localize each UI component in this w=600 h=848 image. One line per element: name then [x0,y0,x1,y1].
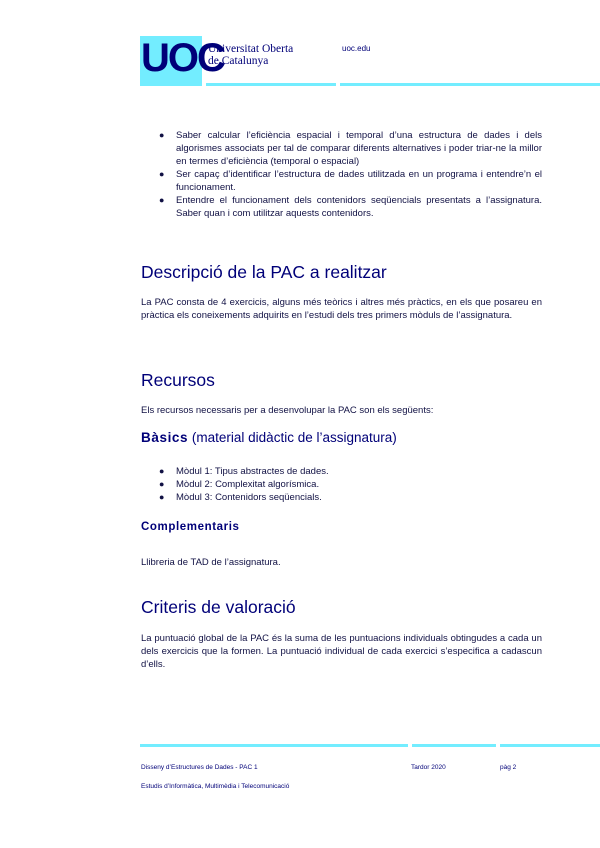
header-bar-1 [140,83,202,86]
criteria-heading: Criteris de valoració [141,597,296,617]
description-body: La PAC consta de 4 exercicis, alguns més teòrics i altres més pràctics, en els que posareu en pràctica els coneixements adquirits en l’estudi dels tres primers mòduls de l’assignatura. [141,297,542,321]
footer-bar-1 [140,744,408,747]
university-line-1: Universitat Oberta [208,43,294,55]
objectives-list [141,129,542,220]
uoc-logo [140,36,224,84]
description-heading: Descripció de la PAC a realitzar [141,262,387,282]
header-bar-3 [340,83,600,86]
list-item-text: Saber calcular l’eficiència espacial i temporal d’una estructura de dades i dels algorismes associats per tal de comparar diferents alternatives i poder triar-ne la millor en termes d’eficiència (temporal o espacial) [176,130,542,167]
bullet-icon: ● [159,479,165,489]
header-bar-2 [206,83,336,86]
logo-text: UOC [141,36,224,80]
footer-bar-2 [412,744,496,747]
footer-semester: Tardor 2020 [411,764,446,771]
list-item [141,129,542,168]
footer-course: Disseny d’Estructures de Dades - PAC 1 [141,764,258,771]
resources-heading: Recursos [141,370,215,390]
list-item [141,168,542,194]
university-line-2: de Catalunya [208,55,269,67]
list-item-text: Ser capaç d’identificar l’estructura de dades utilitzada en un programa i entendre’n el funcionament. [176,169,542,193]
basics-heading [141,430,397,445]
footer-page-number: pàg 2 [500,764,517,771]
list-item [141,194,542,220]
footer-studies: Estudis d’Informàtica, Multimèdia i Telecomunicació [141,783,290,790]
bullet-icon: ● [159,492,165,502]
list-item-text: Entendre el funcionament dels contenidors seqüencials presentats a l’assignatura. Saber quan i com utilitzar aquests contenidors. [176,195,542,219]
university-name [208,43,293,67]
list-item-text: Mòdul 1: Tipus abstractes de dades. [176,466,329,477]
criteria-body: La puntuació global de la PAC és la suma de les puntuacions individuals obtingudes a cada un dels exercicis que la formen. La puntuació individual de cada exercici s’especifica a cadascun d’ells. [141,633,542,670]
bullet-icon: ● [159,466,165,476]
list-item [141,465,542,478]
basics-note: (material didàctic de l’assignatura) [191,430,397,445]
bullet-icon: ● [159,195,165,205]
list-item [141,478,542,491]
website-link[interactable]: uoc.edu [342,44,371,53]
list-item [141,491,542,504]
list-item-text: Mòdul 3: Contenidors seqüencials. [176,492,322,503]
complementary-body: Llibreria de TAD de l’assignatura. [141,557,281,568]
bullet-icon: ● [159,169,165,179]
resources-intro: Els recursos necessaris per a desenvolupar la PAC son els següents: [141,405,434,416]
footer-bar-3 [500,744,600,747]
bullet-icon: ● [159,130,165,140]
basics-label: Bàsics [141,430,189,445]
basics-list [141,465,542,504]
complementary-heading: Complementaris [141,521,240,533]
list-item-text: Mòdul 2: Complexitat algorísmica. [176,479,320,490]
